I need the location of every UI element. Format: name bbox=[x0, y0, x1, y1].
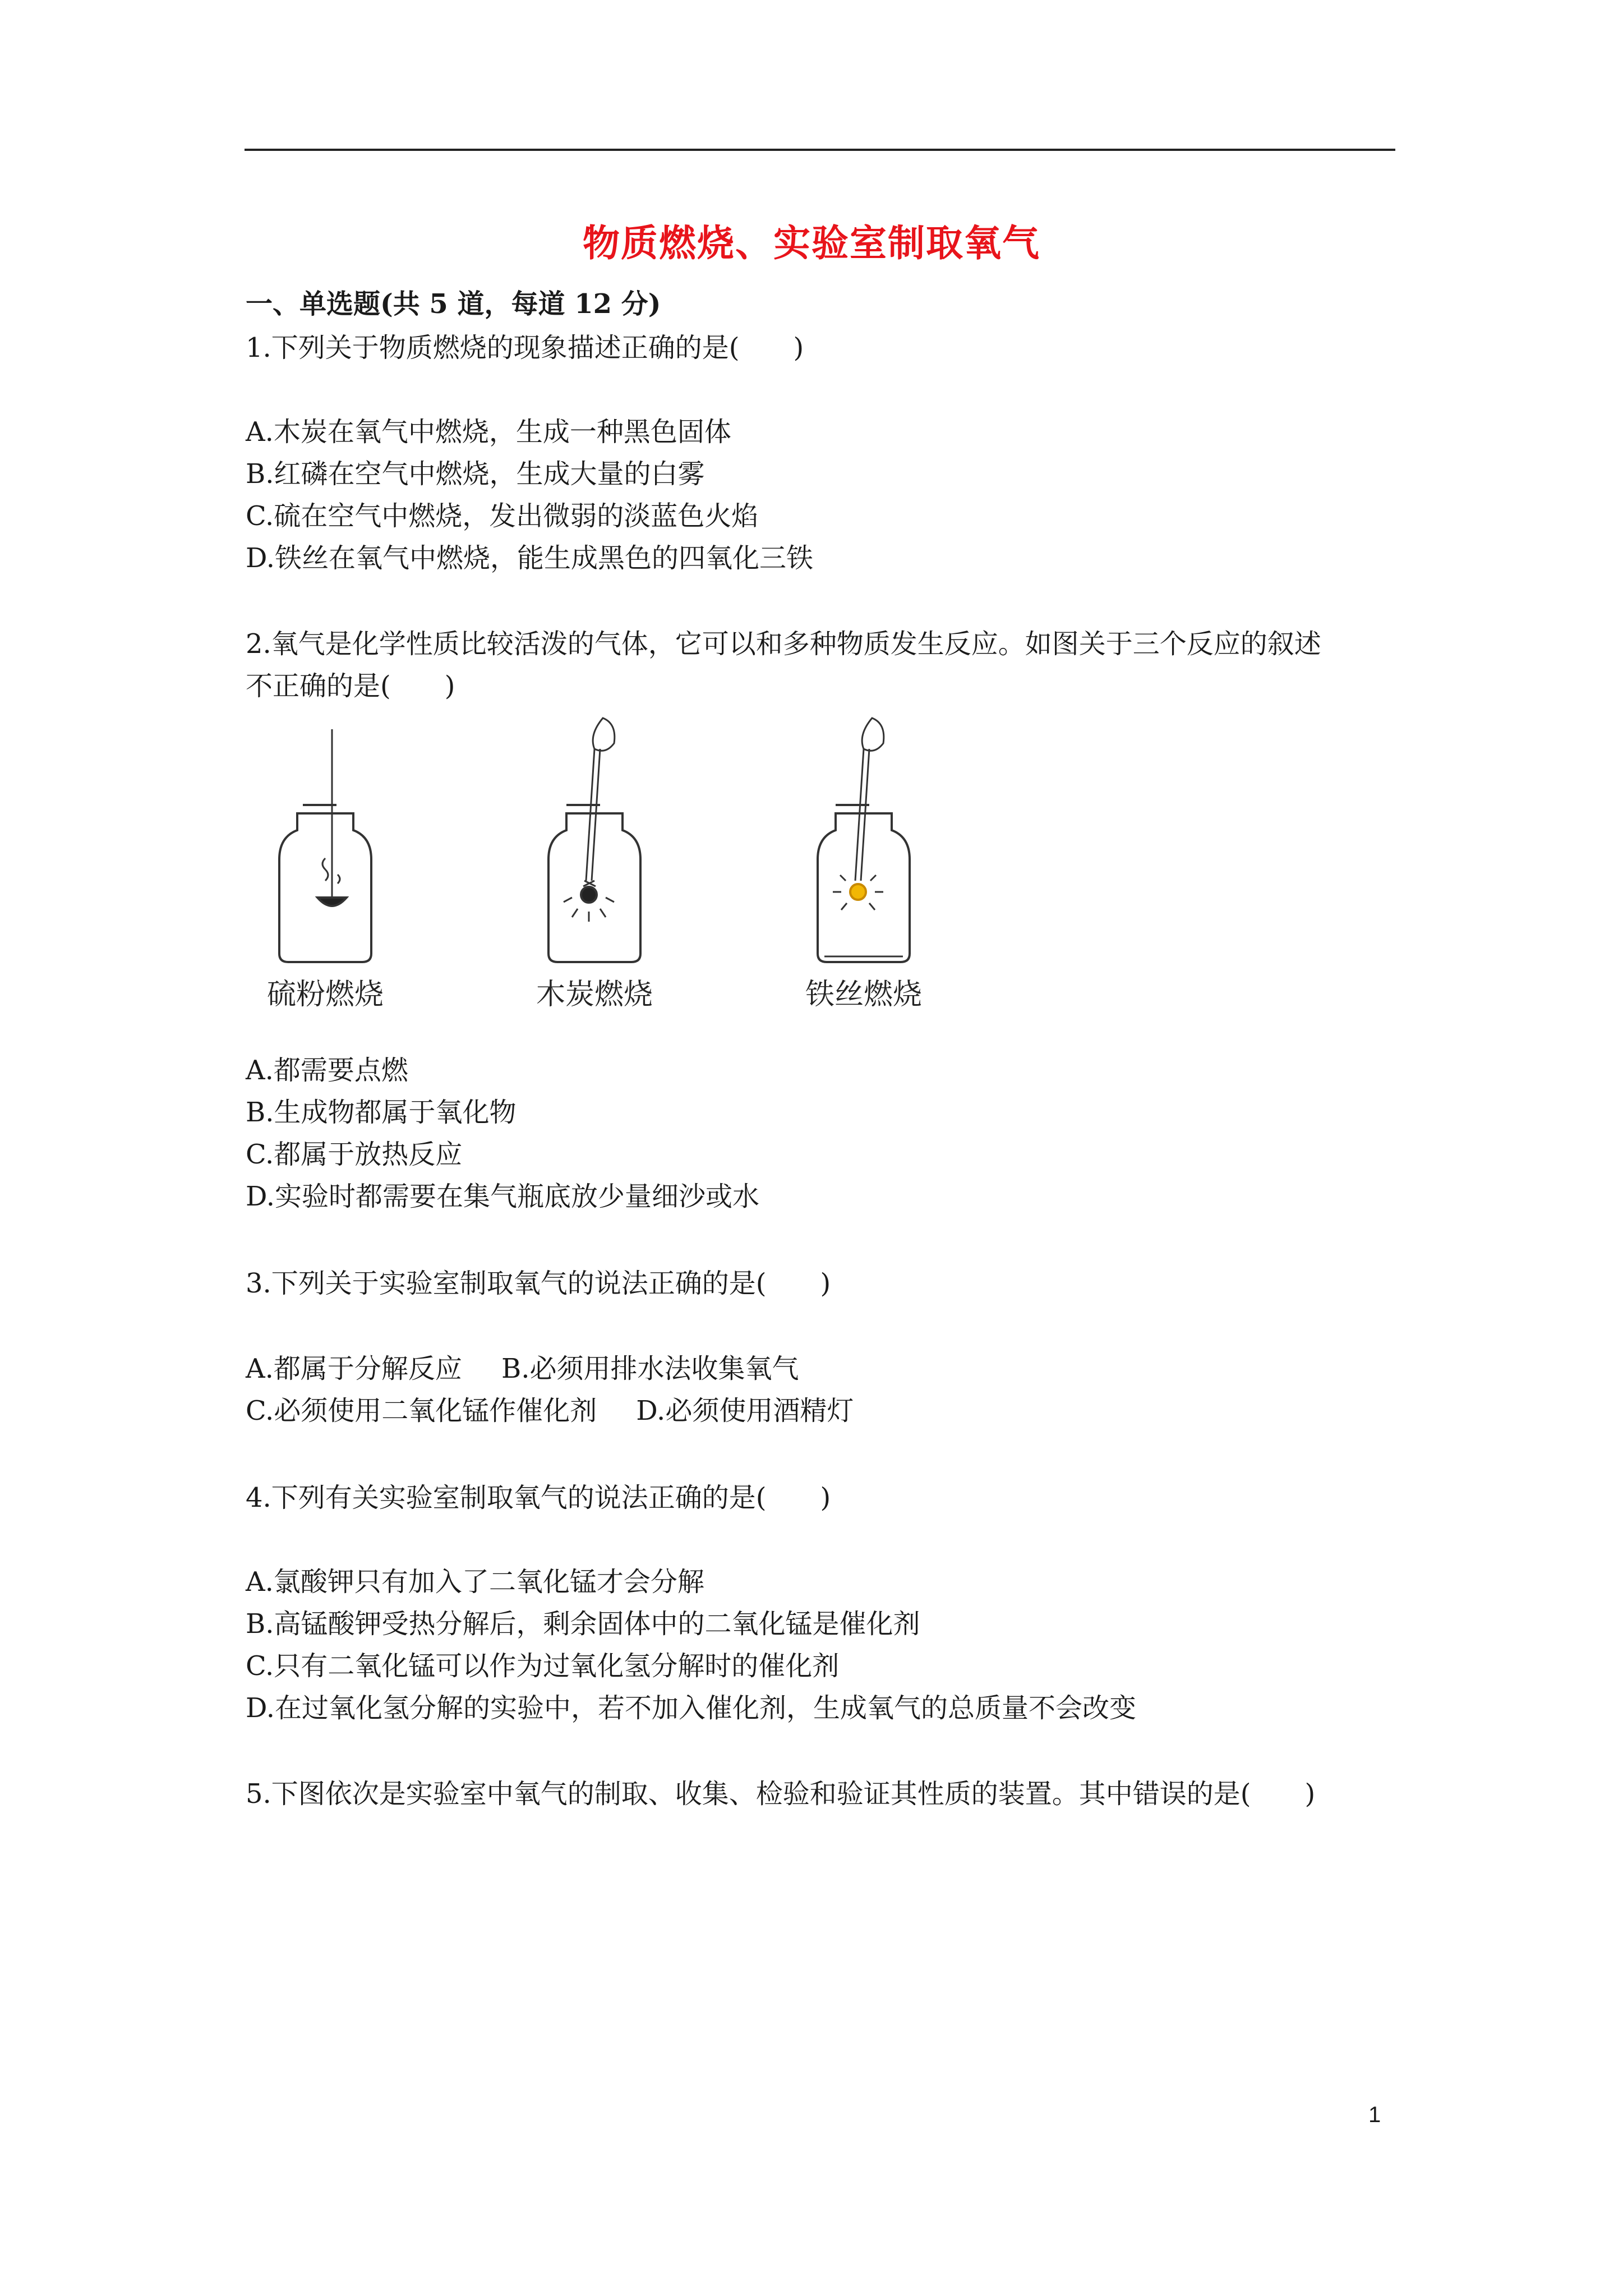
question-3-options-row2 bbox=[246, 1394, 854, 1428]
question-4-option-c: C.只有二氧化锰可以作为过氧化氢分解时的催化剂 bbox=[246, 1650, 840, 1682]
header-rule bbox=[245, 149, 1395, 151]
question-3-option-c: C.必须使用二氧化锰作催化剂 bbox=[246, 1395, 597, 1427]
question-4-option-a: A.氯酸钾只有加入了二氧化锰才会分解 bbox=[246, 1566, 704, 1598]
question-2-option-c: C.都属于放热反应 bbox=[246, 1139, 463, 1170]
question-2-stem-line2: 不正确的是( ) bbox=[246, 670, 455, 702]
question-2-stem-line1: 2.氧气是化学性质比较活泼的气体，它可以和多种物质发生反应。如图关于三个反应的叙述 bbox=[246, 628, 1321, 660]
question-3-option-b: B.必须用排水法收集氧气 bbox=[501, 1353, 799, 1384]
question-1-stem: 1.下列关于物质燃烧的现象描述正确的是( ) bbox=[246, 332, 804, 364]
iron-wire-jar-illustration bbox=[818, 718, 910, 962]
question-2-option-b: B.生成物都属于氧化物 bbox=[246, 1097, 517, 1128]
question-3-stem: 3.下列关于实验室制取氧气的说法正确的是( ) bbox=[246, 1268, 831, 1299]
question-4-option-d: D.在过氧化氢分解的实验中，若不加入催化剂，生成氧气的总质量不会改变 bbox=[246, 1692, 1137, 1724]
sulfur-jar-illustration bbox=[279, 729, 371, 962]
question-1-option-a: A.木炭在氧气中燃烧，生成一种黑色固体 bbox=[246, 416, 731, 448]
figure-label-iron-wire: 铁丝燃烧 bbox=[805, 978, 923, 1011]
question-2-option-d: D.实验时都需要在集气瓶底放少量细沙或水 bbox=[246, 1181, 760, 1212]
question-4-option-b: B.高锰酸钾受热分解后，剩余固体中的二氧化锰是催化剂 bbox=[246, 1608, 920, 1640]
question-3-option-d: D.必须使用酒精灯 bbox=[636, 1395, 854, 1427]
charcoal-jar-illustration bbox=[548, 718, 640, 962]
question-1-option-d: D.铁丝在氧气中燃烧，能生成黑色的四氧化三铁 bbox=[246, 542, 814, 574]
figure-label-sulfur: 硫粉燃烧 bbox=[266, 978, 384, 1011]
combustion-figure bbox=[241, 712, 1026, 1015]
question-3-options-row1 bbox=[246, 1352, 799, 1386]
page-number: 1 bbox=[1368, 2102, 1381, 2127]
question-4-stem: 4.下列有关实验室制取氧气的说法正确的是( ) bbox=[246, 1482, 831, 1513]
section-heading: 一、单选题(共 5 道，每道 12 分) bbox=[246, 288, 661, 320]
question-2-option-a: A.都需要点燃 bbox=[246, 1055, 408, 1086]
question-1-option-b: B.红磷在空气中燃烧，生成大量的白雾 bbox=[246, 458, 705, 490]
question-3-option-a: A.都属于分解反应 bbox=[246, 1353, 462, 1384]
figure-label-charcoal: 木炭燃烧 bbox=[536, 978, 653, 1011]
question-1-option-c: C.硫在空气中燃烧，发出微弱的淡蓝色火焰 bbox=[246, 500, 759, 532]
question-5-stem: 5.下图依次是实验室中氧气的制取、收集、检验和验证其性质的装置。其中错误的是( ) bbox=[246, 1778, 1316, 1810]
page-title: 物质燃烧、实验室制取氧气 bbox=[583, 221, 1040, 265]
